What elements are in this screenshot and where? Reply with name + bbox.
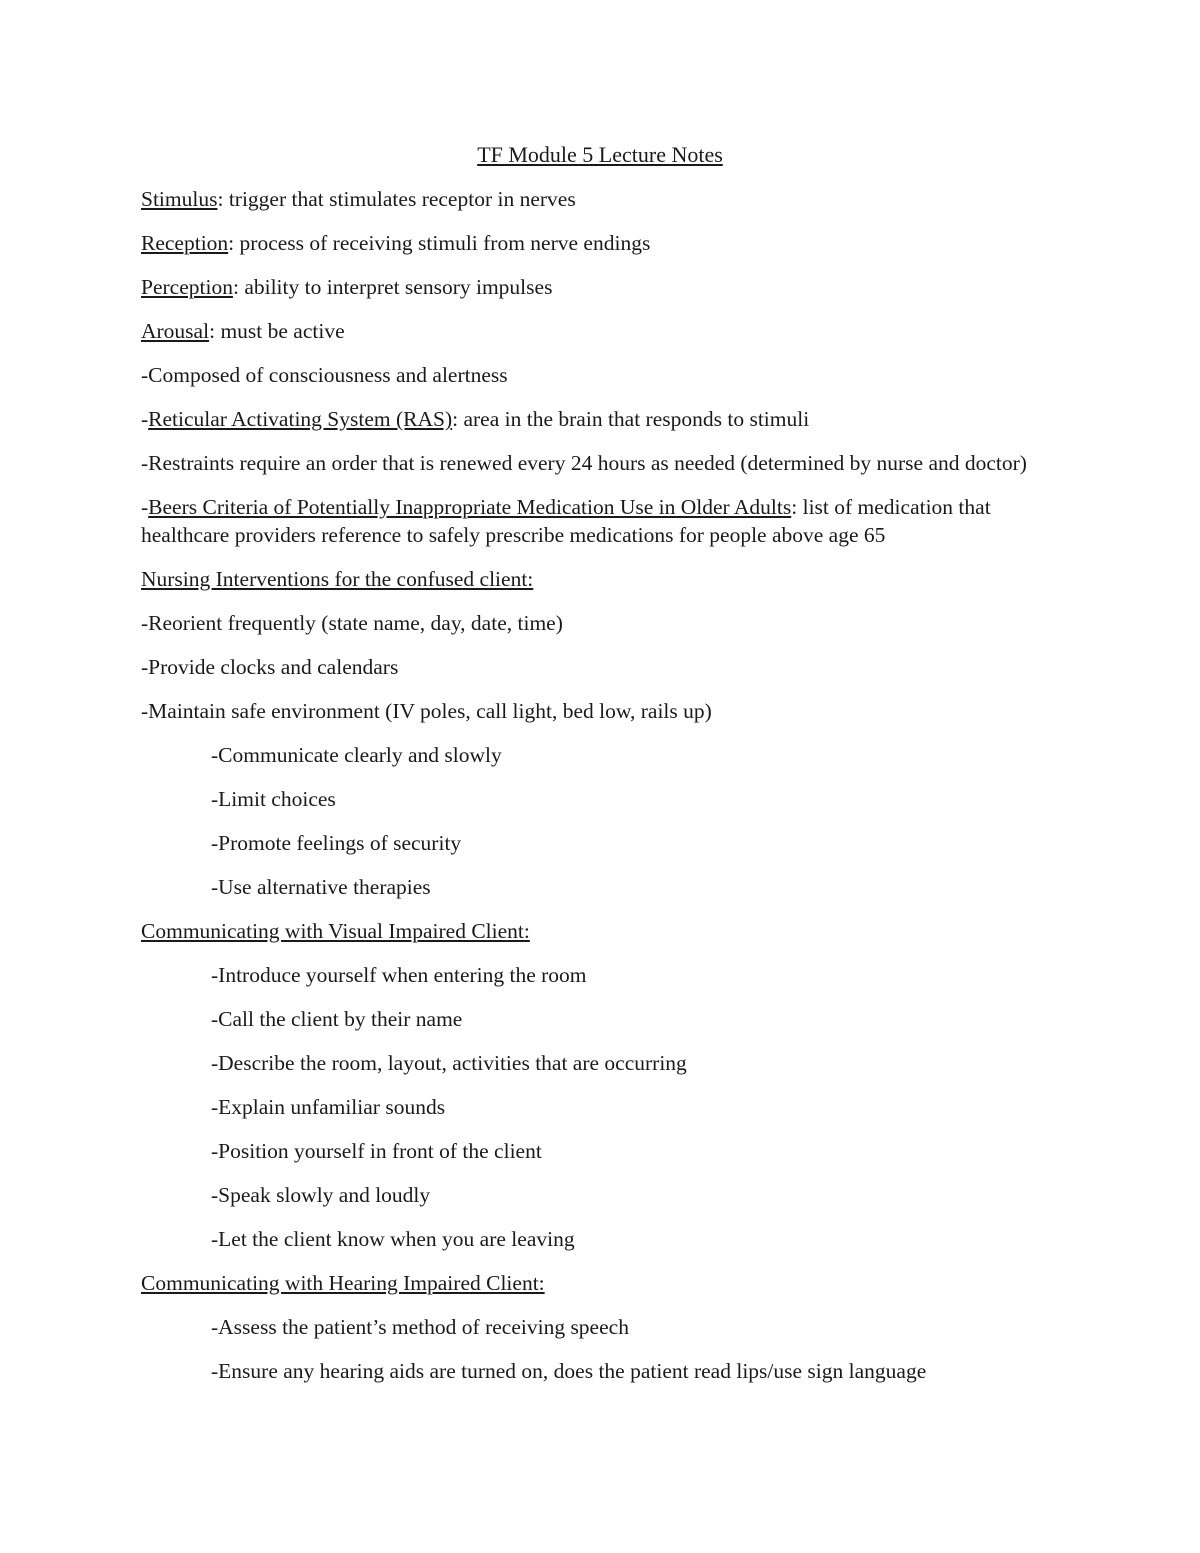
list-item: -Limit choices (211, 787, 336, 811)
note-restraints: -Restraints require an order that is renewed every 24 hours as needed (determined by nurse and doctor) (141, 451, 1027, 475)
term: Reticular Activating System (RAS) (148, 407, 453, 431)
term: Reception (141, 231, 229, 255)
definition-reception: Reception: process of receiving stimuli from nerve endings (141, 231, 651, 255)
term: Beers Criteria of Potentially Inappropriate Medication Use in Older Adults (148, 495, 792, 519)
definition-text: ability to interpret sensory impulses (238, 275, 553, 299)
note-ras: -Reticular Activating System (RAS): area in the brain that responds to stimuli (141, 407, 810, 431)
term: Perception (141, 275, 233, 299)
list-item: -Reorient frequently (state name, day, date, time) (141, 611, 563, 635)
term: Stimulus (141, 187, 218, 211)
list-item: -Communicate clearly and slowly (211, 743, 502, 767)
list-item: -Let the client know when you are leaving (211, 1227, 575, 1251)
list-item: -Assess the patient’s method of receiving speech (211, 1315, 629, 1339)
definition-stimulus: Stimulus: trigger that stimulates receptor in nerves (141, 187, 576, 211)
definition-text: trigger that stimulates receptor in nerves (223, 187, 576, 211)
definition-text: area in the brain that responds to stimuli (458, 407, 810, 431)
section-heading-confused: Nursing Interventions for the confused client: (141, 567, 534, 591)
definition-perception: Perception: ability to interpret sensory impulses (141, 275, 553, 299)
list-item: -Provide clocks and calendars (141, 655, 399, 679)
term: Arousal (141, 319, 210, 343)
list-item: -Promote feelings of security (211, 831, 462, 855)
list-item: -Ensure any hearing aids are turned on, does the patient read lips/use sign language (211, 1359, 927, 1383)
list-item: -Describe the room, layout, activities that are occurring (211, 1051, 687, 1075)
note-beers-criteria: -Beers Criteria of Potentially Inappropriate Medication Use in Older Adults: list of medication that healthcare providers reference to safely prescribe medications for people above age 65 (141, 495, 991, 547)
list-item: -Maintain safe environment (IV poles, call light, bed low, rails up) (141, 699, 712, 723)
section-heading-visual: Communicating with Visual Impaired Client: (141, 919, 530, 943)
note-composed: -Composed of consciousness and alertness (141, 363, 508, 387)
section-heading-hearing: Communicating with Hearing Impaired Client: (141, 1271, 545, 1295)
definition-arousal: Arousal: must be active (141, 319, 345, 343)
definition-text: must be active (215, 319, 345, 343)
definition-text: list of medication that healthcare providers reference to safely prescribe medications for people above age 65 (141, 495, 991, 547)
definition-text: process of receiving stimuli from nerve endings (234, 231, 651, 255)
list-item: -Call the client by their name (211, 1007, 463, 1031)
list-item: -Use alternative therapies (211, 875, 431, 899)
list-item: -Introduce yourself when entering the room (211, 963, 587, 987)
list-item: -Position yourself in front of the client (211, 1139, 542, 1163)
list-item: -Speak slowly and loudly (211, 1183, 431, 1207)
list-item: -Explain unfamiliar sounds (211, 1095, 446, 1119)
page-title: TF Module 5 Lecture Notes (477, 142, 723, 167)
notes-body (141, 185, 1046, 1401)
